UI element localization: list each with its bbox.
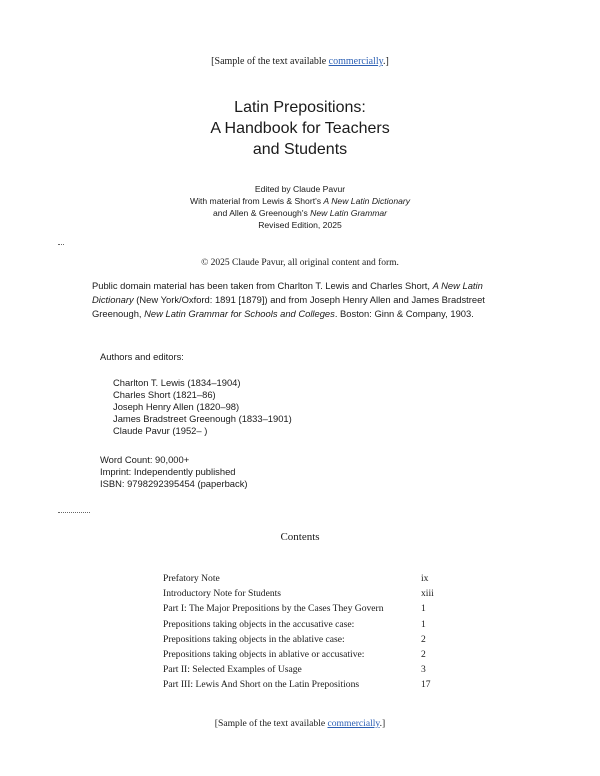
table-of-contents [163,573,451,695]
title-line-1: Latin Prepositions: [234,99,366,116]
author-item: Claude Pavur (1952– ) [113,425,208,436]
copyright-line: © 2025 Claude Pavur, all original content and form. [201,258,399,268]
grammar-credit: and Allen & Greenough's New Latin Grammar [212,208,388,218]
toc-label: Prepositions taking objects in the accusative case: [163,618,355,630]
page-break-mark [58,512,90,513]
toc-label: Prepositions taking objects in ablative or accusative: [163,648,365,660]
edition: Revised Edition, 2025 [258,220,342,230]
toc-page: 3 [421,664,426,676]
page-break-mark [58,244,64,245]
material-credit: With material from Lewis & Short's A New Latin Dictionary [189,196,411,206]
edited-by: Edited by Claude Pavur [254,184,346,194]
sample-notice-suffix: .] [379,718,386,729]
sample-notice-top [0,56,600,67]
toc-label: Introductory Note for Students [163,588,282,600]
word-count: Word Count: 90,000+ [100,454,190,465]
toc-page: 2 [421,633,426,645]
toc-row[interactable] [163,603,451,618]
isbn: ISBN: 9798292395454 (paperback) [100,478,248,489]
author-item: Charles Short (1821–86) [113,389,216,400]
toc-row[interactable] [163,664,451,679]
title-line-3: and Students [252,141,348,158]
toc-label: Part I: The Major Prepositions by the Cases They Govern [163,603,384,615]
authors-list [113,377,292,437]
toc-row[interactable] [163,649,451,664]
toc-label: Part III: Lewis And Short on the Latin Prepositions [163,679,360,691]
toc-page: 1 [421,618,426,630]
sample-notice-bottom [0,718,600,729]
public-domain-paragraph: Public domain material has been taken from Charlton T. Lewis and Charles Short, A New Latin Dictionary (New York/Oxford: 1891 [1879]) and from Joseph Henry Allen and James Bradstreet Greenough, New Latin Grammar for Schools and Colleges. Boston: Ginn & Company, 1903. [92,280,485,319]
toc-page: 17 [421,679,431,691]
commercially-link[interactable]: commercially [327,718,380,729]
sample-notice-suffix: .] [382,56,389,67]
authors-label: Authors and editors: [100,351,184,362]
author-item: Joseph Henry Allen (1820–98) [113,401,240,412]
imprint: Imprint: Independently published [100,466,236,477]
book-title [0,97,600,160]
sample-notice-prefix: [Sample of the text available [214,718,328,729]
toc-page: xiii [421,588,434,600]
sample-notice-prefix: [Sample of the text available [211,56,329,67]
commercially-link[interactable]: commercially [328,56,383,67]
toc-label: Prefatory Note [163,573,220,584]
toc-page: 1 [421,603,426,615]
toc-label: Prepositions taking objects in the ablative case: [163,633,345,645]
toc-row[interactable] [163,634,451,649]
toc-row[interactable] [163,619,451,634]
toc-page: ix [421,573,429,584]
author-item: James Bradstreet Greenough (1833–1901) [113,413,292,424]
toc-row[interactable] [163,679,451,694]
title-line-2: A Handbook for Teachers [210,120,390,137]
toc-label: Part II: Selected Examples of Usage [163,664,302,676]
contents-heading: Contents [280,531,320,543]
publication-meta [100,454,248,490]
toc-row[interactable] [163,588,451,603]
credits-block [0,183,600,231]
toc-page: 2 [421,648,426,660]
toc-row[interactable] [163,573,451,588]
author-item: Charlton T. Lewis (1834–1904) [113,377,241,388]
